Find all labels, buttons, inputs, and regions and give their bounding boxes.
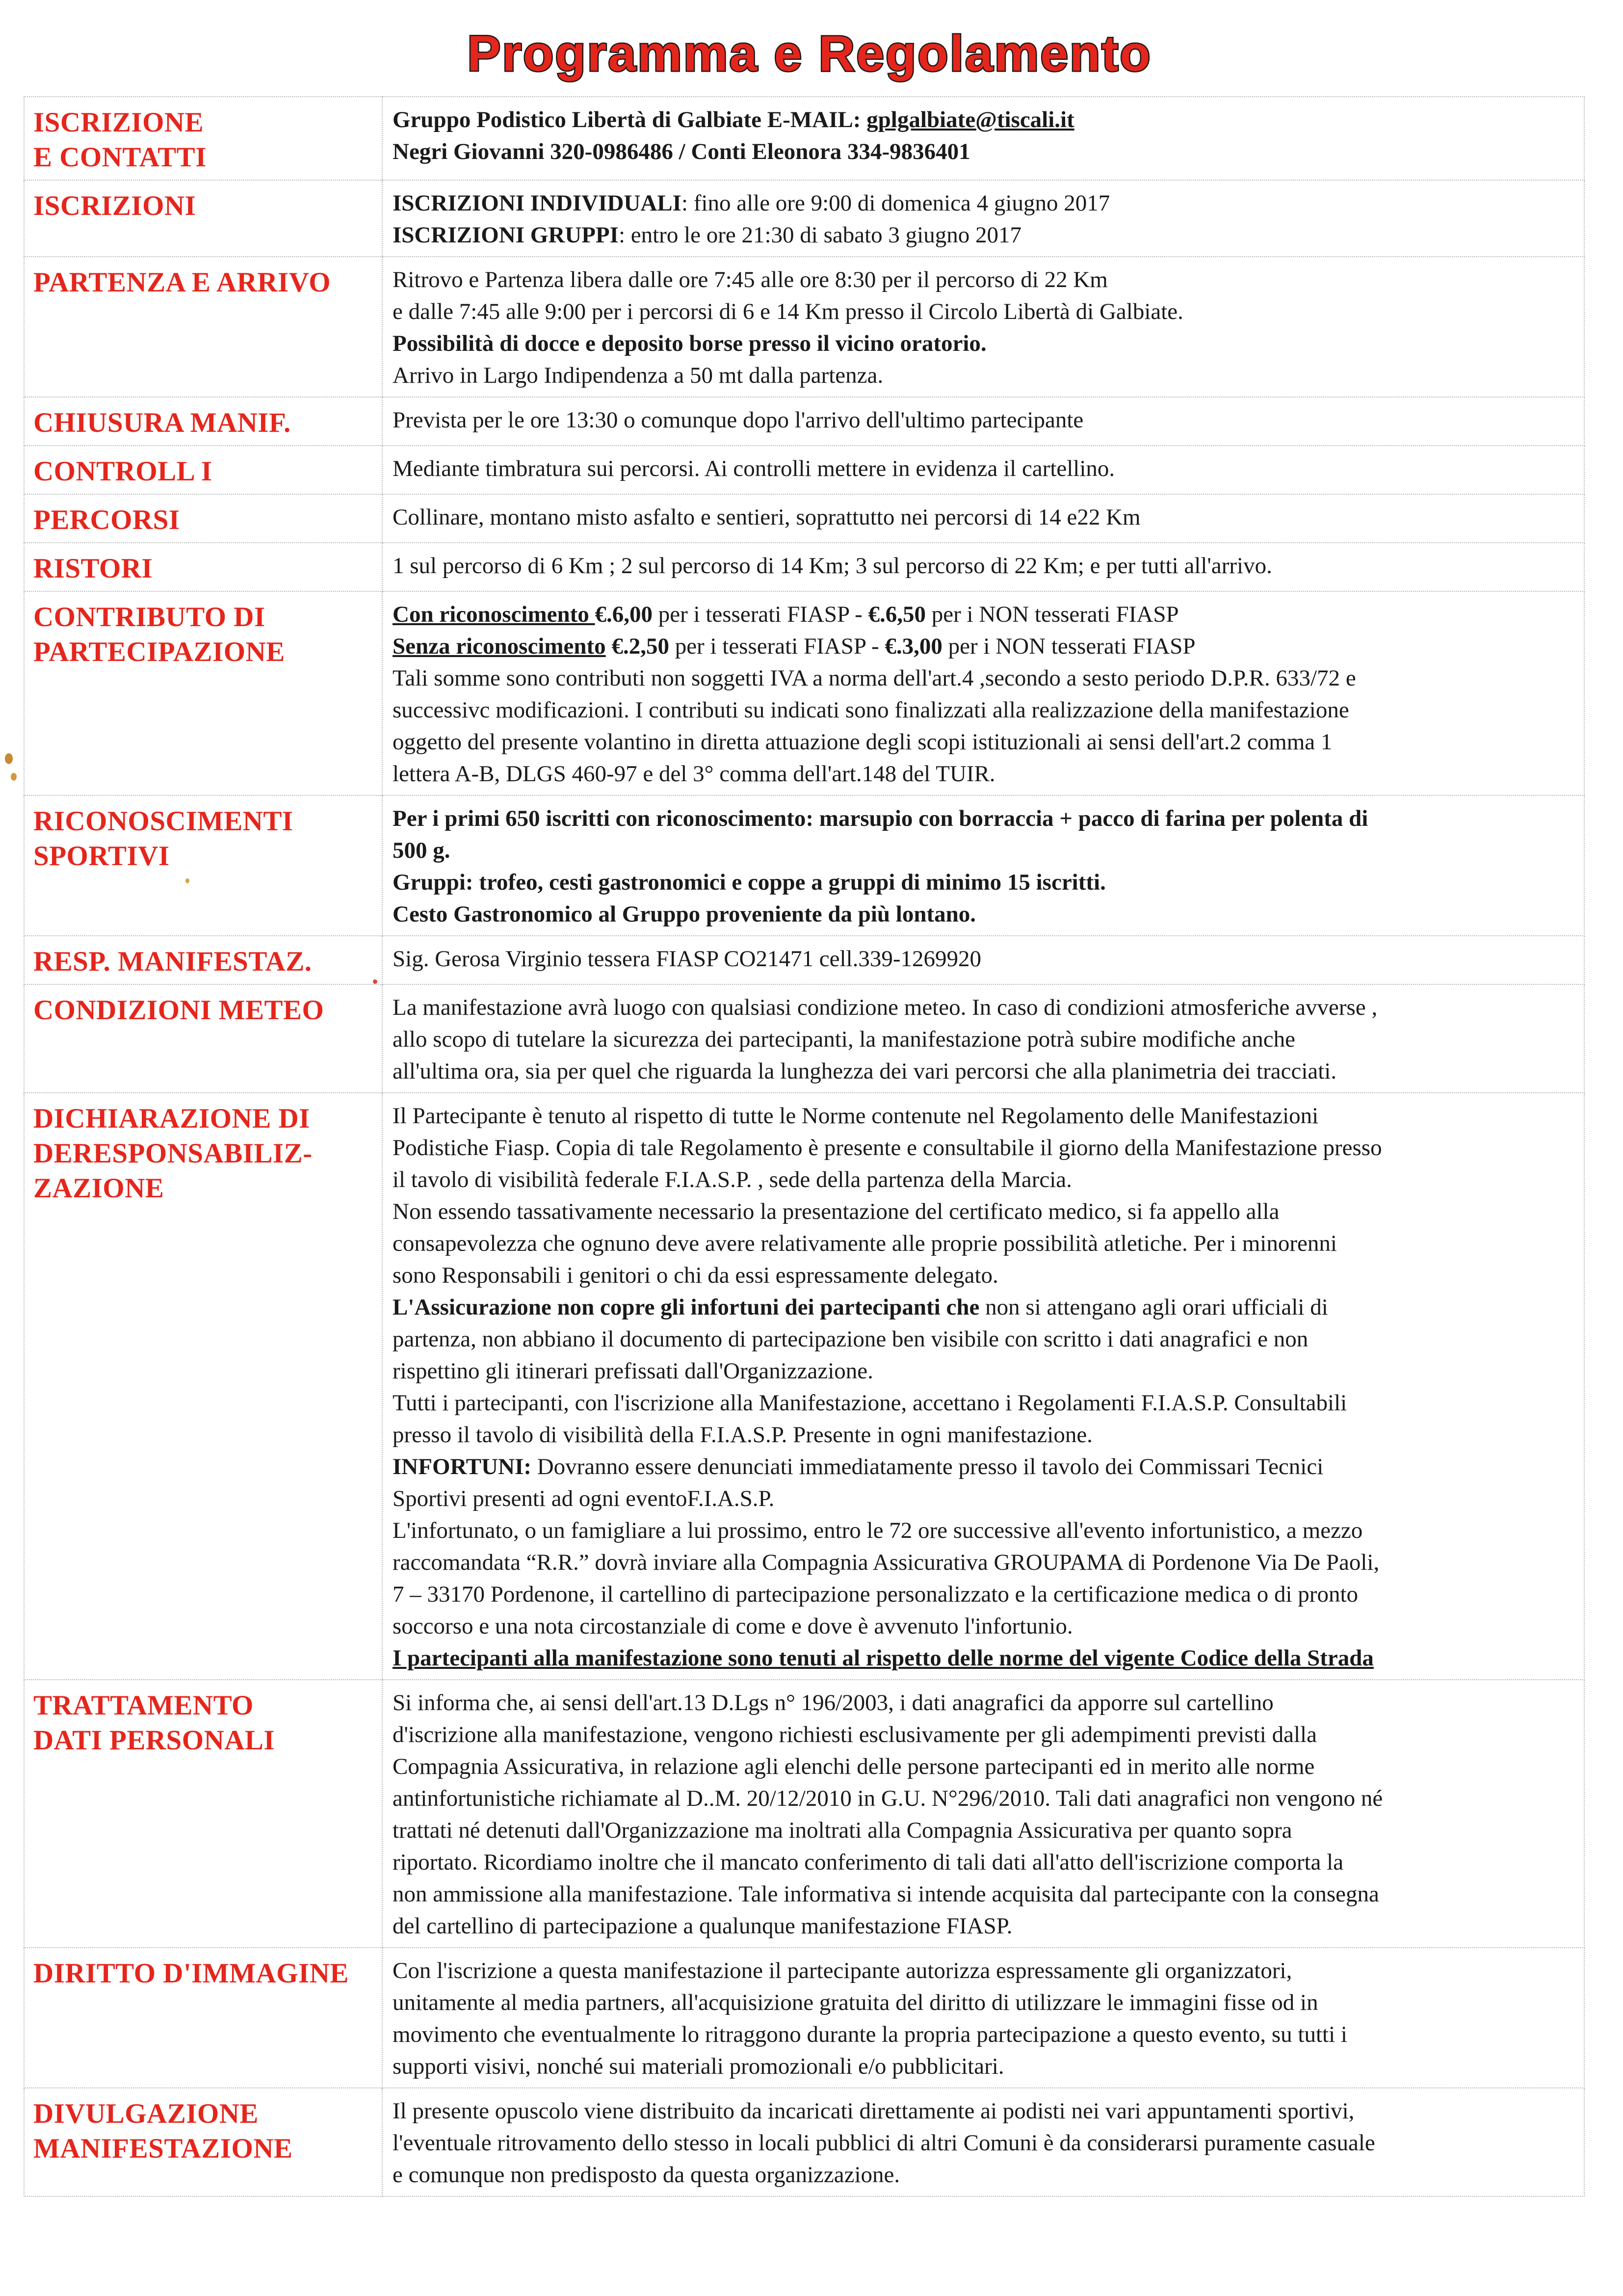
text-segment: Collinare, montano misto asfalto e sentieri, soprattutto nei percorsi di 14 e22 Km xyxy=(393,504,1141,530)
scan-speck xyxy=(11,773,17,781)
content-line xyxy=(393,1292,1577,1323)
section-label: DICHIARAZIONE DI xyxy=(33,1103,310,1134)
text-segment xyxy=(606,633,612,659)
text-segment: 500 g. xyxy=(393,838,450,863)
content-line xyxy=(393,867,1577,898)
content-line xyxy=(393,2019,1577,2051)
content-line xyxy=(393,1355,1577,1387)
text-segment: unitamente al media partners, all'acquisizione gratuita del diritto di utilizzare le immagini fisse od in xyxy=(393,1990,1318,2015)
section-label: RISTORI xyxy=(33,553,153,584)
content-line xyxy=(393,1056,1577,1087)
text-segment: per i tesserati FIASP - xyxy=(653,602,868,627)
content-line xyxy=(393,1024,1577,1056)
text-segment: sono Responsabili i genitori o chi da essi espressamente delegato. xyxy=(393,1263,998,1288)
section-content-cell xyxy=(382,795,1584,936)
content-line xyxy=(393,803,1577,835)
text-segment: non si attengano agli orari ufficiali di xyxy=(979,1294,1328,1320)
text-segment: Non essendo tassativamente necessario la presentazione del certificato medico, si fa appello alla xyxy=(393,1199,1280,1224)
text-segment: Tali somme sono contributi non soggetti IVA a norma dell'art.4 ,secondo a sesto periodo D.P.R. 633/72 e xyxy=(393,665,1356,691)
rule-row xyxy=(24,936,1584,984)
content-line xyxy=(393,1910,1577,1942)
content-line xyxy=(393,1987,1577,2019)
section-label-cell xyxy=(24,257,382,397)
rules-table-body xyxy=(24,97,1584,2196)
text-segment: €.6,50 xyxy=(868,602,926,627)
text-segment: 1 sul percorso di 6 Km ; 2 sul percorso di 14 Km; 3 sul percorso di 22 Km; e per tutti all'arrivo. xyxy=(393,553,1272,579)
text-segment: ISCRIZIONI INDIVIDUALI xyxy=(393,190,681,216)
text-segment: Podistiche Fiasp. Copia di tale Regolamento è presente e consultabile il giorno della Manifestazione presso xyxy=(393,1135,1382,1161)
content-line xyxy=(393,1878,1577,1910)
content-line xyxy=(393,1783,1577,1815)
content-line xyxy=(393,187,1577,219)
content-line xyxy=(393,1100,1577,1132)
content-line xyxy=(393,1419,1577,1451)
text-segment: : fino alle ore 9:00 di domenica 4 giugno 2017 xyxy=(681,190,1110,216)
text-segment: soccorso e una nota circostanziale di come e dove è avvenuto l'infortunio. xyxy=(393,1613,1073,1639)
content-line xyxy=(393,1815,1577,1847)
content-line xyxy=(393,1483,1577,1515)
content-line xyxy=(393,726,1577,758)
text-segment: il tavolo di visibilità federale F.I.A.S.P. , sede della partenza della Marcia. xyxy=(393,1167,1072,1192)
content-line xyxy=(393,662,1577,694)
text-segment: supporti visivi, nonché sui materiali promozionali e/o pubblicitari. xyxy=(393,2054,1004,2079)
content-line xyxy=(393,1955,1577,1987)
text-segment: Sportivi presenti ad ogni eventoF.I.A.S.P. xyxy=(393,1486,775,1511)
section-label: DIVULGAZIONE xyxy=(33,2098,259,2129)
text-segment: Con l'iscrizione a questa manifestazione il partecipante autorizza espressamente gli organizzatori, xyxy=(393,1958,1292,1983)
text-segment: e dalle 7:45 alle 9:00 per i percorsi di 6 e 14 Km presso il Circolo Libertà di Galbiate. xyxy=(393,299,1183,324)
section-label-cell xyxy=(24,984,382,1093)
text-segment: lettera A-B, DLGS 460-97 e del 3° comma dell'art.148 del TUIR. xyxy=(393,761,995,787)
section-label: ZAZIONE xyxy=(33,1173,164,1204)
content-line xyxy=(393,835,1577,867)
text-segment: Tutti i partecipanti, con l'iscrizione alla Manifestazione, accettano i Regolamenti F.I.A.S.P. Consultabili xyxy=(393,1390,1347,1416)
content-line xyxy=(393,136,1577,168)
content-line xyxy=(393,1228,1577,1260)
section-content-cell xyxy=(382,397,1584,446)
text-segment: INFORTUNI: xyxy=(393,1454,531,1479)
section-label-cell xyxy=(24,397,382,446)
section-label: CONDIZIONI METEO xyxy=(33,995,324,1026)
section-label-cell xyxy=(24,97,382,180)
text-segment: Ritrovo e Partenza libera dalle ore 7:45 alle ore 8:30 per il percorso di 22 Km xyxy=(393,267,1108,292)
section-label-cell xyxy=(24,1948,382,2088)
rule-row xyxy=(24,543,1584,591)
section-content-cell xyxy=(382,494,1584,543)
content-line xyxy=(393,992,1577,1024)
content-line xyxy=(393,943,1577,975)
content-line xyxy=(393,758,1577,790)
text-segment: l'eventuale ritrovamento dello stesso in locali pubblici di altri Comuni è da considerarsi puramente casuale xyxy=(393,2130,1375,2156)
rule-row xyxy=(24,97,1584,180)
content-line xyxy=(393,1323,1577,1355)
text-segment: raccomandata “R.R.” dovrà inviare alla Compagnia Assicurativa GROUPAMA di Pordenone Via De Paoli, xyxy=(393,1550,1380,1575)
content-line xyxy=(393,1642,1577,1674)
section-label-cell xyxy=(24,936,382,984)
section-content-cell xyxy=(382,1680,1584,1948)
section-label: MANIFESTAZIONE xyxy=(33,2133,293,2164)
section-label-cell xyxy=(24,795,382,936)
content-line xyxy=(393,404,1577,436)
section-content-cell xyxy=(382,97,1584,180)
section-label: ISCRIZIONE xyxy=(33,107,204,138)
section-label-cell xyxy=(24,494,382,543)
section-label: ISCRIZIONI xyxy=(33,190,196,221)
section-label: SPORTIVI xyxy=(33,841,170,871)
section-content-cell xyxy=(382,2088,1584,2196)
text-segment: oggetto del presente volantino in diretta attuazione degli scopi istituzionali ai sensi dell'art.2 comma 1 xyxy=(393,729,1333,755)
text-segment: Prevista per le ore 13:30 o comunque dopo l'arrivo dell'ultimo partecipante xyxy=(393,407,1084,433)
section-content-cell xyxy=(382,180,1584,257)
section-label: DIRITTO D'IMMAGINE xyxy=(33,1958,349,1989)
section-label-cell xyxy=(24,591,382,795)
section-content-cell xyxy=(382,591,1584,795)
section-label: CONTROLL I xyxy=(33,456,212,487)
content-line xyxy=(393,1196,1577,1228)
text-segment: Gruppo Podistico Libertà di Galbiate E-MAIL: xyxy=(393,107,867,132)
section-content-cell xyxy=(382,936,1584,984)
text-segment: per i NON tesserati FIASP xyxy=(942,633,1196,659)
text-segment: consapevolezza che ognuno deve avere relativamente alle proprie possibilità atletiche. Per i minorenni xyxy=(393,1231,1337,1256)
section-label-cell xyxy=(24,180,382,257)
section-label: RESP. MANIFESTAZ. xyxy=(33,946,312,977)
section-label: CONTRIBUTO DI xyxy=(33,602,265,633)
content-line xyxy=(393,1579,1577,1610)
section-label: E CONTATTI xyxy=(33,142,207,173)
email-link[interactable]: gplgalbiate@tiscali.it xyxy=(866,107,1074,132)
text-segment: Possibilità di docce e deposito borse presso il vicino oratorio. xyxy=(393,331,987,356)
text-segment: partenza, non abbiano il documento di partecipazione ben visibile con scritto i dati anagrafici e non xyxy=(393,1326,1309,1352)
section-label: PARTENZA E ARRIVO xyxy=(33,267,331,298)
text-segment: 7 – 33170 Pordenone, il cartellino di partecipazione personalizzato e la certificazione medica o di pronto xyxy=(393,1582,1359,1607)
text-segment: Si informa che, ai sensi dell'art.13 D.Lgs n° 196/2003, i dati anagrafici da apporre sul cartellino xyxy=(393,1690,1274,1715)
scan-speck xyxy=(185,878,189,883)
content-line xyxy=(393,1687,1577,1719)
section-label: TRATTAMENTO xyxy=(33,1690,254,1721)
rule-row xyxy=(24,591,1584,795)
section-label: DERESPONSABILIZ- xyxy=(33,1138,313,1169)
text-segment: movimento che eventualmente lo ritraggono durante la propria partecipazione a questo evento, su tutti i xyxy=(393,2022,1347,2047)
content-line xyxy=(393,2095,1577,2127)
rule-row xyxy=(24,446,1584,494)
rule-row xyxy=(24,180,1584,257)
text-segment: Senza riconoscimento xyxy=(393,633,606,659)
text-segment: ISCRIZIONI GRUPPI xyxy=(393,222,619,248)
text-segment: Dovranno essere denunciati immediatamente presso il tavolo dei Commissari Tecnici xyxy=(531,1454,1324,1479)
content-line xyxy=(393,2159,1577,2191)
text-segment: Arrivo in Largo Indipendenza a 50 mt dalla partenza. xyxy=(393,363,884,388)
text-segment: antinfortunistiche richiamate al D..M. 20/12/2010 in G.U. N°296/2010. Tali dati anagrafici non vengono né xyxy=(393,1786,1383,1811)
scan-speck xyxy=(5,753,13,764)
text-segment: L'infortunato, o un famigliare a lui prossimo, entro le 72 ore successive all'evento infortunistico, a mezzo xyxy=(393,1518,1363,1543)
content-line xyxy=(393,1610,1577,1642)
text-segment: per i NON tesserati FIASP xyxy=(926,602,1179,627)
section-content-cell xyxy=(382,543,1584,591)
section-label-cell xyxy=(24,446,382,494)
content-line xyxy=(393,2127,1577,2159)
content-line xyxy=(393,1132,1577,1164)
text-segment: allo scopo di tutelare la sicurezza dei partecipanti, la manifestazione potrà subire modifiche anche xyxy=(393,1027,1296,1052)
content-line xyxy=(393,631,1577,662)
section-label-cell xyxy=(24,2088,382,2196)
content-line xyxy=(393,360,1577,392)
content-line xyxy=(393,264,1577,296)
section-label: PARTECIPAZIONE xyxy=(33,636,285,667)
rule-row xyxy=(24,1948,1584,2088)
section-label: PERCORSI xyxy=(33,504,180,535)
text-segment: : entro le ore 21:30 di sabato 3 giugno 2017 xyxy=(618,222,1021,248)
text-segment xyxy=(589,602,595,627)
section-label: DATI PERSONALI xyxy=(33,1725,275,1756)
content-line xyxy=(393,296,1577,328)
text-segment: del cartellino di partecipazione a qualunque manifestazione FIASP. xyxy=(393,1913,1013,1939)
content-line xyxy=(393,694,1577,726)
text-segment: presso il tavolo di visibilità della F.I.A.S.P. Presente in ogni manifestazione. xyxy=(393,1422,1093,1448)
text-segment: Compagnia Assicurativa, in relazione agli elenchi delle persone partecipanti ed in merito alle norme xyxy=(393,1754,1315,1779)
rule-row xyxy=(24,494,1584,543)
text-segment: L'Assicurazione non copre gli infortuni dei partecipanti che xyxy=(393,1294,980,1320)
content-line xyxy=(393,1515,1577,1547)
text-segment: d'iscrizione alla manifestazione, vengono richiesti esclusivamente per gli adempimenti previsti dalla xyxy=(393,1722,1317,1747)
text-segment: €.6,00 xyxy=(595,602,653,627)
section-label: CHIUSURA MANIF. xyxy=(33,407,291,438)
content-line xyxy=(393,1451,1577,1483)
text-segment: Negri Giovanni 320-0986486 / Conti Eleonora 334-9836401 xyxy=(393,139,970,164)
content-line xyxy=(393,1387,1577,1419)
section-content-cell xyxy=(382,1093,1584,1680)
content-line xyxy=(393,501,1577,533)
section-content-cell xyxy=(382,446,1584,494)
rule-row xyxy=(24,397,1584,446)
text-segment: €.2,50 xyxy=(611,633,669,659)
content-line xyxy=(393,1164,1577,1196)
text-segment: riportato. Ricordiamo inoltre che il mancato conferimento di tali dati all'atto dell'iscrizione comporta la xyxy=(393,1849,1344,1875)
text-segment: per i tesserati FIASP - xyxy=(669,633,885,659)
content-line xyxy=(393,550,1577,582)
text-segment: Sig. Gerosa Virginio tessera FIASP CO21471 cell.339-1269920 xyxy=(393,946,981,972)
scan-speck xyxy=(373,979,377,984)
text-segment: e comunque non predisposto da questa organizzazione. xyxy=(393,2162,900,2188)
text-segment: Gruppi: trofeo, cesti gastronomici e coppe a gruppi di minimo 15 iscritti. xyxy=(393,870,1106,895)
text-segment: I partecipanti alla manifestazione sono tenuti al rispetto delle norme del vigente Codice della Strada xyxy=(393,1645,1374,1671)
document-header xyxy=(0,20,1623,93)
text-segment: successivc modificazioni. I contributi su indicati sono finalizzati alla realizzazione della manifestazione xyxy=(393,697,1349,723)
content-line xyxy=(393,1847,1577,1878)
section-label-cell xyxy=(24,1093,382,1680)
text-segment: Il presente opuscolo viene distribuito da incaricati direttamente ai podisti nei vari appuntamenti sportivi, xyxy=(393,2098,1355,2124)
text-segment: Il Partecipante è tenuto al rispetto di tutte le Norme contenute nel Regolamento delle Manifestazioni xyxy=(393,1103,1319,1129)
text-segment: Con riconoscimento xyxy=(393,602,589,627)
text-segment: €.3,00 xyxy=(885,633,942,659)
text-segment: Per i primi 650 iscritti con riconoscimento: marsupio con borraccia + pacco di farina per polenta di xyxy=(393,806,1368,831)
text-segment: La manifestazione avrà luogo con qualsiasi condizione meteo. In caso di condizioni atmosferiche avverse , xyxy=(393,995,1378,1020)
rule-row xyxy=(24,984,1584,1093)
text-segment: Mediante timbratura sui percorsi. Ai controlli mettere in evidenza il cartellino. xyxy=(393,456,1115,481)
rule-row xyxy=(24,1680,1584,1948)
section-label-cell xyxy=(24,543,382,591)
text-segment: all'ultima ora, sia per quel che riguarda la lunghezza dei vari percorsi che alla planimetria dei tracciati. xyxy=(393,1058,1337,1084)
section-content-cell xyxy=(382,1948,1584,2088)
rule-row xyxy=(24,2088,1584,2196)
content-line xyxy=(393,219,1577,251)
section-content-cell xyxy=(382,984,1584,1093)
title-graphic xyxy=(275,20,1344,93)
section-content-cell xyxy=(382,257,1584,397)
content-line xyxy=(393,1547,1577,1579)
content-line xyxy=(393,453,1577,485)
text-segment: rispettino gli itinerari prefissati dall'Organizzazione. xyxy=(393,1358,873,1384)
content-line xyxy=(393,1260,1577,1292)
content-line xyxy=(393,328,1577,360)
content-line xyxy=(393,2051,1577,2083)
section-label: RICONOSCIMENTI xyxy=(33,806,293,837)
content-line xyxy=(393,599,1577,631)
rule-row xyxy=(24,795,1584,936)
content-line xyxy=(393,104,1577,136)
content-line xyxy=(393,898,1577,930)
content-line xyxy=(393,1751,1577,1783)
text-segment: trattati né detenuti dall'Organizzazione ma inoltrati alla Compagnia Assicurativa per quanto sopra xyxy=(393,1818,1292,1843)
text-segment: non ammissione alla manifestazione. Tale informativa si intende acquisita dal partecipante con la consegna xyxy=(393,1881,1379,1907)
page-title: Programma e Regolamento xyxy=(467,26,1152,81)
content-line xyxy=(393,1719,1577,1751)
rule-row xyxy=(24,1093,1584,1680)
text-segment: Cesto Gastronomico al Gruppo proveniente da più lontano. xyxy=(393,901,976,927)
rule-row xyxy=(24,257,1584,397)
section-label-cell xyxy=(24,1680,382,1948)
rules-table xyxy=(24,96,1585,2197)
